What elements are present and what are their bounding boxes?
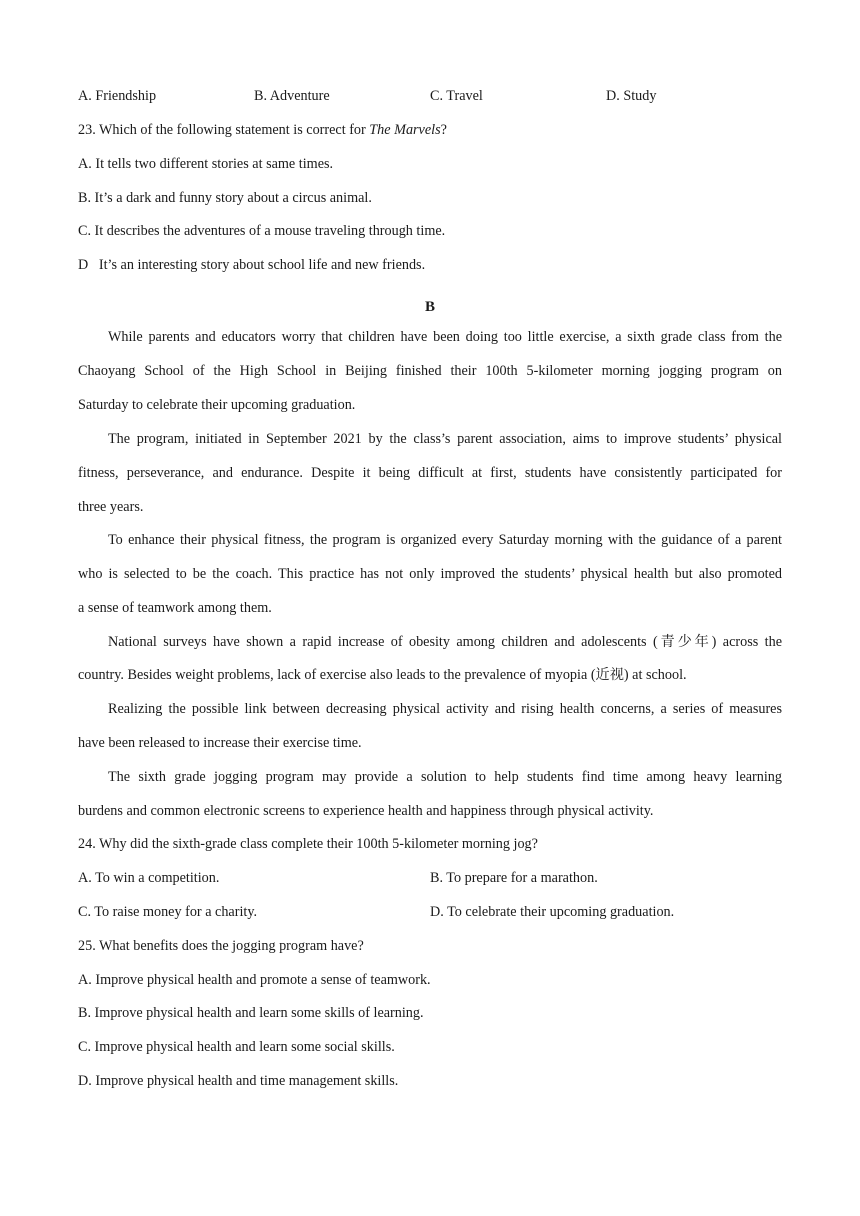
q24-option-a: A. To win a competition. [78, 870, 220, 886]
q24-option-d: D. To celebrate their upcoming graduation. [430, 904, 675, 920]
section-title: B [424, 299, 435, 315]
passage-p6-line2: burdens and common electronic screens to experience health and happiness through physical activity. [78, 803, 654, 819]
passage-p1-line1: While parents and educators worry that children have been doing too little exercise, a sixth grade class from the [108, 329, 782, 345]
q23-option-d: D It’s an interesting story about school life and new friends. [78, 257, 426, 273]
passage-p2-line1: The program, initiated in September 2021 by the class’s parent association, aims to improve students’ physical [108, 431, 782, 447]
q25-stem: 25. What benefits does the jogging program have? [78, 938, 364, 954]
q24-option-c: C. To raise money for a charity. [78, 904, 258, 920]
q23-stem [78, 120, 447, 140]
passage-p1-line3: Saturday to celebrate their upcoming graduation. [78, 397, 356, 413]
passage-p5-line2: have been released to increase their exercise time. [78, 735, 362, 751]
passage-p6-line1: The sixth grade jogging program may provide a solution to help students find time among heavy learning [108, 769, 782, 785]
q23-stem-pre: 23. Which of the following statement is correct for [78, 122, 370, 138]
q24-option-b: B. To prepare for a marathon. [430, 870, 598, 886]
q23-stem-post: ? [440, 122, 447, 138]
passage-p3-line2: who is selected to be the coach. This practice has not only improved the students’ physical health but also promoted [78, 566, 782, 582]
passage-p3-line1: To enhance their physical fitness, the program is organized every Saturday morning with the guidance of a parent [108, 532, 782, 548]
q22-option-b: B. Adventure [254, 88, 330, 104]
q23-option-a: A. It tells two different stories at same times. [78, 156, 334, 172]
q23-option-c: C. It describes the adventures of a mouse traveling through time. [78, 223, 446, 239]
passage-p2-line3: three years. [78, 499, 144, 515]
q24-stem: 24. Why did the sixth-grade class complete their 100th 5-kilometer morning jog? [78, 836, 538, 852]
q25-option-d: D. Improve physical health and time management skills. [78, 1073, 399, 1089]
q22-option-c: C. Travel [430, 88, 483, 104]
q25-option-b: B. Improve physical health and learn some skills of learning. [78, 1005, 424, 1021]
passage-p1-line2: Chaoyang School of the High School in Beijing finished their 100th 5-kilometer morning jogging program on [78, 363, 782, 379]
passage-p3-line3: a sense of teamwork among them. [78, 600, 272, 616]
q25-option-a: A. Improve physical health and promote a sense of teamwork. [78, 972, 431, 988]
q23-option-b: B. It’s a dark and funny story about a circus animal. [78, 190, 372, 206]
passage-p2-line2: fitness, perseverance, and endurance. Despite it being difficult at first, students have consistently participated for [78, 465, 782, 481]
passage-p4-line1: National surveys have shown a rapid increase of obesity among children and adolescents (青少年) across the [108, 634, 782, 650]
q22-option-d: D. Study [606, 88, 657, 104]
q25-option-c: C. Improve physical health and learn some social skills. [78, 1039, 395, 1055]
q22-option-a: A. Friendship [78, 88, 157, 104]
passage-p5-line1: Realizing the possible link between decreasing physical activity and rising health concerns, a series of measures [108, 701, 782, 717]
q23-stem-title: The Marvels [369, 122, 441, 138]
passage-p4-line2: country. Besides weight problems, lack of exercise also leads to the prevalence of myopia (近视) at school. [78, 667, 687, 683]
